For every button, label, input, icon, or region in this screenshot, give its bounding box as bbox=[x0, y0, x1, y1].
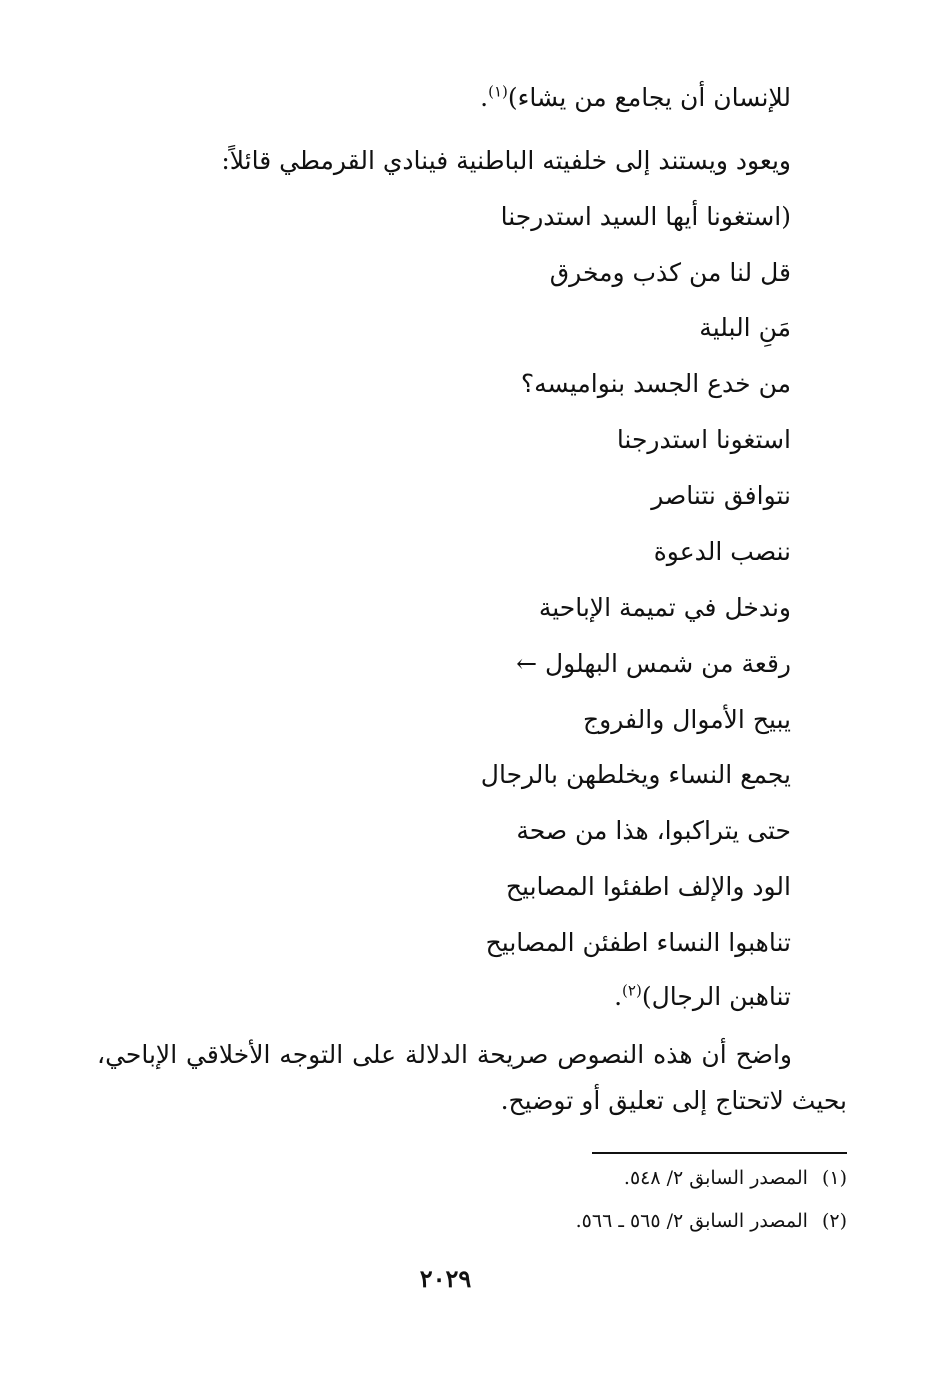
verse-line-12: حتى يتراكبوا، هذا من صحة bbox=[516, 816, 791, 845]
line-1-end: . bbox=[480, 83, 489, 112]
verse-line-1: (استغونا أيها السيد استدرجنا bbox=[500, 202, 791, 231]
verse-line-2: قل لنا من كذب ومخرق bbox=[549, 258, 791, 287]
verse-line-13: الود والإلف اطفئوا المصابيح bbox=[505, 872, 791, 901]
footnote-1-text: المصدر السابق ٢/ ٥٤٨. bbox=[623, 1167, 808, 1189]
paragraph-text: واضح أن هذه النصوص صريحة الدلالة على التوجه الأخلاقي الإباحي، بحيث لاتحتاج إلى تعليق أو توضيح. bbox=[97, 1040, 847, 1115]
footnote-ref-1: (١) bbox=[488, 82, 508, 101]
line-1-text: للإنسان أن يجامع من يشاء) bbox=[507, 83, 791, 112]
footnote-ref-2: (٢) bbox=[622, 981, 642, 1000]
footnote-2 bbox=[576, 1207, 847, 1235]
conclusion-paragraph bbox=[97, 1032, 847, 1124]
verse-line-15 bbox=[614, 979, 791, 1015]
footnote-divider bbox=[592, 1152, 847, 1154]
line-17-text: تناهبن الرجال) bbox=[641, 982, 791, 1011]
verse-line-9: رقعة من شمس البهلول ← bbox=[516, 649, 791, 678]
verse-line-10: يبيح الأموال والفروج bbox=[583, 705, 791, 734]
footnote-2-text: المصدر السابق ٢/ ٥٦٥ ـ ٥٦٦. bbox=[575, 1210, 808, 1232]
page-number: ٢٠٢٩ bbox=[419, 1264, 472, 1293]
verse-line-14: تناهبوا النساء اطفئن المصابيح bbox=[485, 928, 791, 957]
footnote-1 bbox=[624, 1164, 847, 1192]
verse-line-6: نتوافق نتناصر bbox=[651, 481, 791, 510]
footnote-1-number: (١) bbox=[821, 1167, 847, 1189]
verse-line-3: مَنِ البلية bbox=[699, 313, 791, 342]
verse-line-7: ننصب الدعوة bbox=[653, 537, 791, 566]
verse-line-8: وندخل في تميمة الإباحية bbox=[538, 593, 791, 622]
footnote-2-number: (٢) bbox=[821, 1210, 847, 1232]
verse-line-5: استغونا استدرجنا bbox=[616, 425, 791, 454]
text-line-1 bbox=[480, 80, 791, 116]
verse-line-11: يجمع النساء ويخلطهن بالرجال bbox=[480, 760, 791, 789]
line-17-end: . bbox=[614, 982, 623, 1011]
text-line-2: ويعود ويستند إلى خلفيته الباطنية فينادي القرمطي قائلاً: bbox=[221, 146, 791, 175]
verse-line-4: من خدع الجسد بنواميسه؟ bbox=[520, 369, 791, 398]
